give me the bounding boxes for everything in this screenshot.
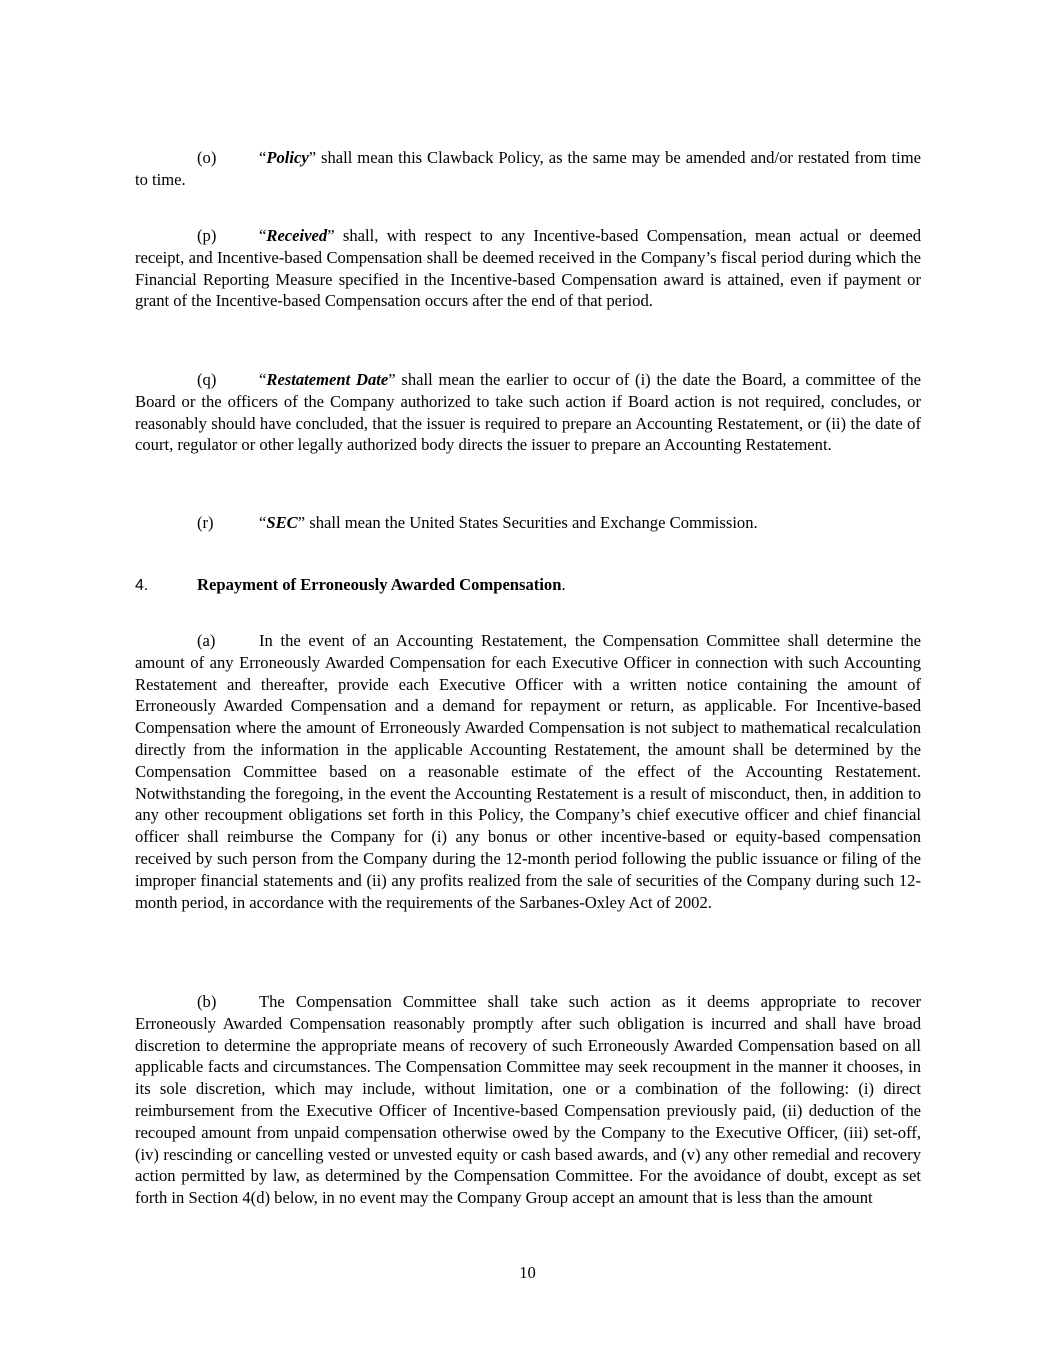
- clause-label: (q): [197, 370, 217, 389]
- defined-term: Policy: [266, 148, 309, 167]
- definition-text: shall mean the earlier to occur of (i) the date the Board, a committee of the Board or the officers of the Company authorized to take such action if Board action is not required, concludes, or reasonably should have concluded, that the issuer is required to prepare an Accounting Restatement, or (ii) the date of court, regulator or other legally authorized body directs the issuer to prepare an Accounting Restatement.: [135, 370, 921, 455]
- clause-label: (r): [197, 513, 214, 532]
- definition-policy: (o) “Policy” shall mean this Clawback Policy, as the same may be amended and/or restated from time to time.: [135, 148, 921, 189]
- definition-text: shall mean the United States Securities and Exchange Commission.: [305, 513, 758, 532]
- clause-label: (a): [197, 631, 216, 650]
- clause-a: [135, 630, 921, 913]
- page-number: 10: [519, 1263, 536, 1282]
- definition-sec: (r) “SEC” shall mean the United States Securities and Exchange Commission.: [197, 513, 758, 532]
- clause-text: The Compensation Committee shall take such action as it deems appropriate to recover Erroneously Awarded Compensation reasonably promptly after such obligation is incurred and shall have broad discretion to determine the appropriate means of recovery of such Erroneously Awarded Compensation based on all applicable facts and circumstances. The Compensation Committee may seek recoupment in the manner it chooses, in its sole discretion, which may include, without limitation, one or a combination of the following: (i) direct reimbursement from the Executive Officer of Incentive-based Compensation previously paid, (ii) deduction of the recouped amount from unpaid compensation otherwise owed by the Company to the Executive Officer, (iii) set-off, (iv) rescinding or cancelling vested or unvested equity or cash based awards, and (v) any other remedial and recovery action permitted by law, as determined by the Compensation Committee. For the avoidance of doubt, except as set forth in Section 4(d) below, in no event may the Company Group accept an amount that is less than the amount: [135, 992, 921, 1208]
- defined-term: SEC: [266, 513, 298, 532]
- definition-text: shall, with respect to any Incentive-based Compensation, mean actual or deemed receipt, and Incentive-based Compensation shall be deemed received in the Company’s fiscal period during which the Financial Reporting Measure specified in the Incentive-based Compensation award is attained, even if payment or grant of the Incentive-based Compensation occurs after the end of that period.: [135, 226, 921, 311]
- clause-label: (p): [197, 226, 217, 245]
- clause-label: (o): [197, 148, 217, 167]
- clause-b: [135, 991, 921, 1209]
- definition-received: (p) “Received” shall, with respect to any Incentive-based Compensation, mean actual or deemed receipt, and Incentive-based Compensation shall be deemed received in the Company’s fiscal period during which the Financial Reporting Measure specified in the Incentive-based Compensation award is attained, even if payment or grant of the Incentive-based Compensation occurs after the end of that period.: [135, 226, 921, 311]
- defined-term: Restatement Date: [266, 370, 389, 389]
- section-heading: 4. Repayment of Erroneously Awarded Compensation.: [135, 574, 566, 597]
- clause-text: In the event of an Accounting Restatement, the Compensation Committee shall determine the amount of any Erroneously Awarded Compensation for each Executive Officer in connection with such Accounting Restatement and thereafter, provide each Executive Officer with a written notice containing the amount of Erroneously Awarded Compensation and a demand for repayment or return, as applicable. For Incentive-based Compensation where the amount of Erroneously Awarded Compensation is not subject to mathematical recalculation directly from the information in the applicable Accounting Restatement, the amount shall be determined by the Compensation Committee based on a reasonable estimate of the effect of the Accounting Restatement. Notwithstanding the foregoing, in the event the Accounting Restatement is a result of misconduct, then, in addition to any other recoupment obligations set forth in this Policy, the Company’s chief executive officer and chief financial officer shall reimburse the Company for (i) any bonus or other incentive-based or equity-based compensation received by such person from the Company during the 12-month period following the public issuance or filing of the improper financial statements and (ii) any profits realized from the sale of securities of the Company during such 12-month period, in accordance with the requirements of the Sarbanes-Oxley Act of 2002.: [135, 631, 921, 912]
- defined-term: Received: [266, 226, 328, 245]
- clause-label: (b): [197, 992, 217, 1011]
- section-title: Repayment of Erroneously Awarded Compensation: [197, 575, 562, 594]
- definition-restatement-date: (q) “Restatement Date” shall mean the earlier to occur of (i) the date the Board, a committee of the Board or the officers of the Company authorized to take such action if Board action is not required, concludes, or reasonably should have concluded, that the issuer is required to prepare an Accounting Restatement, or (ii) the date of court, regulator or other legally authorized body directs the issuer to prepare an Accounting Restatement.: [135, 370, 921, 455]
- definition-text: shall mean this Clawback Policy, as the same may be amended and/or restated from time to time.: [135, 148, 921, 189]
- section-number: 4.: [135, 577, 149, 594]
